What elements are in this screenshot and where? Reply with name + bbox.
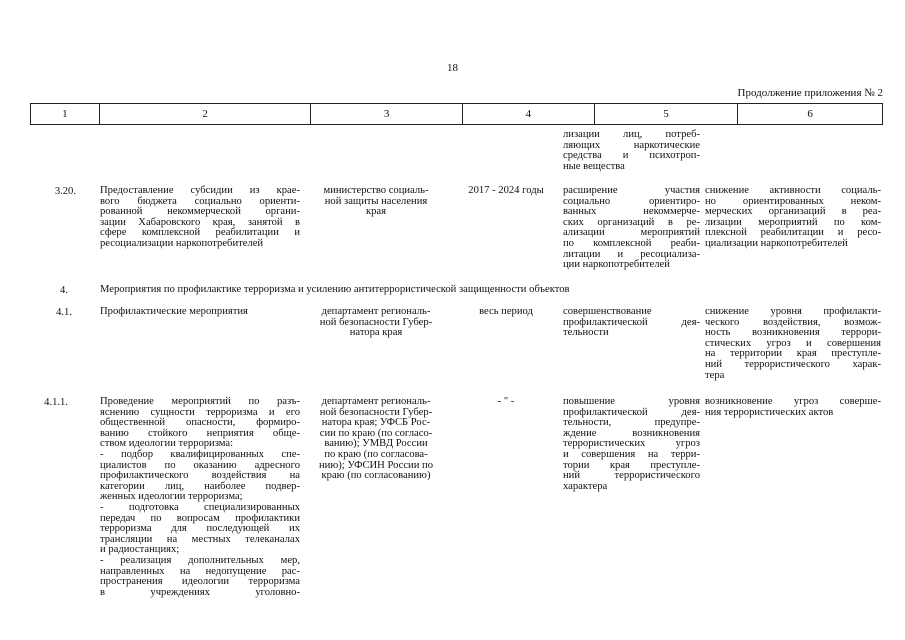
row-4-1-period: весь период xyxy=(479,306,533,317)
header-col-4: 4 xyxy=(462,104,594,124)
header-col-3: 3 xyxy=(310,104,462,124)
row-4-1-1-event: Проведение мероприятий по разъ- яснению сущности терроризма и его общественной опасности, формиро- ванию стойкого неприятия обще- ством идеологии терроризма: - подбор квалифицированных спе- циалистов по оказанию адресного профилактического воздействия на категории лиц, наиболее подвер- женных идеологии терроризма; - подготовка специализированных передач по вопросам профилактики терроризма для последующей их трансляции на местных телеканалах и радиостанциях; - реализация дополнительных мер, направленных на недопущение рас- пространения идеологии терроризма в учреждениях уголовно- xyxy=(100,396,300,598)
row-4-1-1-number: 4.1.1. xyxy=(44,397,68,408)
continuation-label: Продолжение приложения № 2 xyxy=(737,87,883,99)
page-number: 18 xyxy=(447,62,458,74)
header-col-6: 6 xyxy=(737,104,882,124)
row-4-1-executor: департамент региональ- ной безопасности Губер- натора края xyxy=(319,306,433,339)
header-col-2: 2 xyxy=(99,104,311,124)
row-3-20-event: Предоставление субсидии из крае- вого бюджета социально ориенти- рованной некоммерческой органи- зации Хабаровского края, занятой в сфере комплексной реабилитации и ресоциализации наркопотребителей xyxy=(100,185,300,249)
row-3-20-result: расширение участия социально ориентиро- ванных некоммерче- ских организаций в ре- ализации мероприятий по комплексной реаби- литации и ресоциализа- ции наркопотребителей xyxy=(563,185,700,271)
row-4-1-result: совершенствование профилактической дея- тельности xyxy=(563,306,700,339)
row-4-section-title: Мероприятия по профилактике терроризма и усилению антитеррористической защищенности объектов xyxy=(100,284,570,295)
row-4-1-1-period: - " - xyxy=(497,396,515,407)
row-3-20-executor: министерство социаль- ной защиты населения края xyxy=(323,185,429,218)
row-3-20-consequence: снижение активности социаль- но ориентированных неком- мерческих организаций в реа- лизации мероприятий по ком- плексной реабилитации и ресо- циализации наркопотребителей xyxy=(705,185,881,249)
header-col-5: 5 xyxy=(594,104,738,124)
row-3-20-period: 2017 - 2024 годы xyxy=(468,185,544,196)
prev-row-col5: лизации лиц, потреб- ляющих наркотические средства и психотроп- ные вещества xyxy=(563,129,700,172)
row-4-1-consequence: снижение уровня профилакти- ческого воздействия, возмож- ность возникновения террори- стических угроз и совершения на территории края преступле- ний террористического харак- тера xyxy=(705,306,881,381)
row-4-1-number: 4.1. xyxy=(56,307,72,318)
row-4-1-1-result: повышение уровня профилактической дея- тельности, предупре- ждение возникновения террористических угроз и совершения на терри- тории края преступле- ний террористического характера xyxy=(563,396,700,492)
row-4-number: 4. xyxy=(60,285,68,296)
row-4-1-1-executor: департамент региональ- ной безопасности Губер- натора края; УФСБ Рос- сии по краю (по согласо- ванию); УМВД России по краю (по согласова- нию); УФСИН России по краю (по согласованию) xyxy=(318,396,434,482)
row-3-20-number: 3.20. xyxy=(54,186,76,197)
row-4-1-1-consequence: возникновение угроз соверше- ния террористических актов xyxy=(705,396,881,418)
table-header xyxy=(30,103,883,125)
row-4-1-event: Профилактические мероприятия xyxy=(100,306,248,317)
header-col-1: 1 xyxy=(62,108,68,120)
